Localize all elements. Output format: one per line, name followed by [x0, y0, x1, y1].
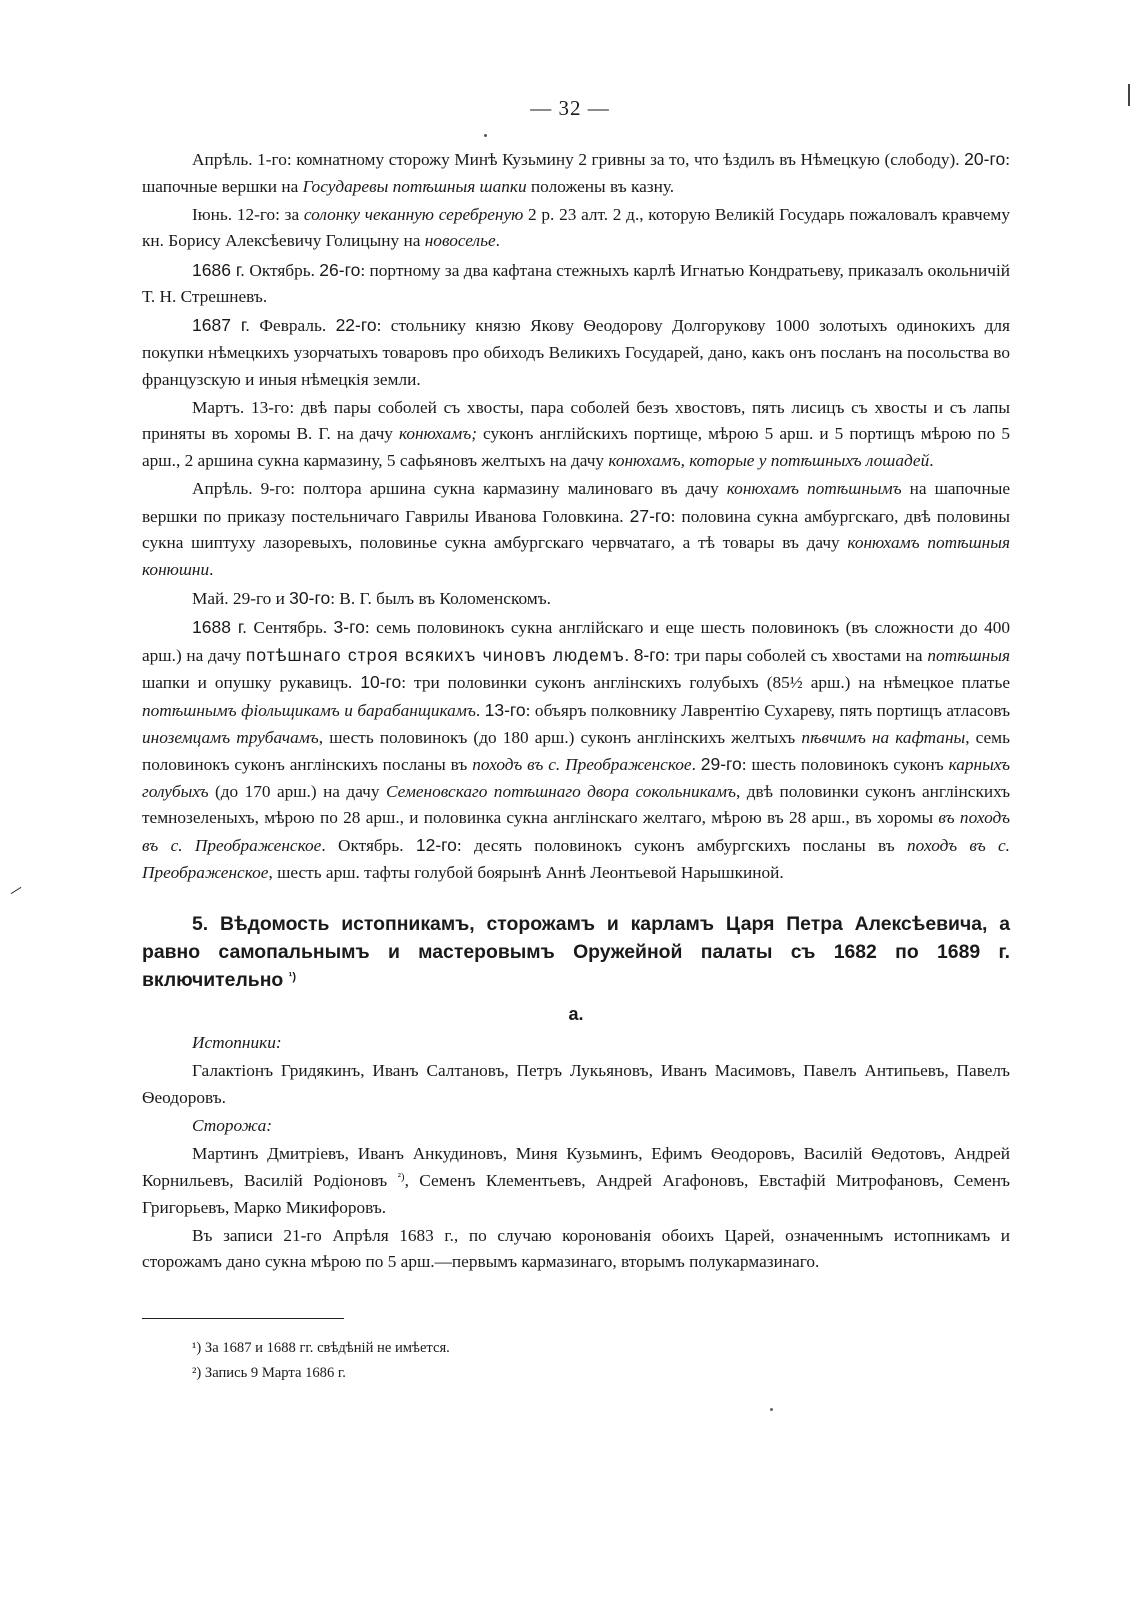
italic-run: походъ въ с. Преображенское — [472, 755, 692, 775]
text-run: : семь половинокъ сукна англійскаго и еще шесть половинокъ (въ сложности до 400 арш.) на дачу — [142, 618, 1010, 665]
entry-lead: Май. 29-го — [192, 589, 272, 609]
stokers-list: Галактіонъ Гридякинъ, Иванъ Салтановъ, Петръ Лукьяновъ, Иванъ Масимовъ, Павелъ Антипьевъ, Павелъ Ѳеодоровъ. — [142, 1061, 1010, 1107]
text-run: . — [929, 450, 934, 470]
text-run: шапки и опушку рукавицъ. — [142, 673, 361, 693]
text-run: : портному за два кафтана стежныхъ карлѣ Игнатью Кондратьеву, приказалъ окольничій Т. Н. Стрешневъ. — [142, 260, 1010, 307]
date-run: 22-го — [335, 315, 377, 336]
text-run: . — [475, 701, 485, 721]
italic-run: иноземцамъ трубачамъ — [142, 727, 319, 747]
text-run: . — [209, 559, 214, 579]
text-run: и — [271, 589, 290, 609]
text-run: . — [691, 755, 701, 775]
text-run: . — [495, 231, 500, 251]
text-run: 2 р. 23 алт. 2 д., которую Великій Государь пожаловалъ кравчему кн. Борису Алексѣевичу Голицыну на — [142, 204, 1010, 251]
italic-run: новоселье — [424, 231, 496, 251]
italic-run: Семеновскаго потѣшнаго двора сокольникамъ — [385, 781, 736, 801]
text-run: : шесть половинокъ суконъ — [741, 755, 949, 775]
paragraph — [142, 614, 1010, 886]
date-run: 30-го — [289, 588, 331, 609]
date-run: 10-го — [360, 672, 402, 693]
year-lead: 1686 г. — [192, 259, 245, 280]
footnote-ref[interactable]: ¹) — [288, 971, 296, 984]
date-run: 8-го — [633, 644, 665, 665]
closing-paragraph: Въ записи 21-го Апрѣля 1683 г., по случаю коронованія обоихъ Царей, означеннымъ истопникамъ и сторожамъ дано сукна мѣрою по 5 арш.—первымъ кармазинаго, вторымъ полукармазинаго. — [142, 1225, 1010, 1272]
margin-mark — [11, 887, 22, 894]
text-run: , шесть половинокъ (до 180 арш.) суконъ англінскихъ желтыхъ — [318, 727, 802, 747]
year-lead: 1688 г. — [192, 617, 248, 638]
text-run: : объяръ полковнику Лаврентію Сухареву, пять портищъ атласовъ — [525, 701, 1010, 721]
paragraph — [142, 585, 1010, 613]
italic-run: пѣвчимъ на кафтаны — [801, 727, 966, 747]
italic-run: походъ въ с. Преображенское — [142, 836, 1010, 882]
text-run: Октябрь. — [244, 260, 320, 280]
text-run: : стольнику князю Якову Ѳеодорову Долгорукову 1000 золотыхъ одинокихъ для покупки нѣмецкихъ узорчатыхъ товаровъ про обиходъ Великихъ Государей, дано, какъ онъ посланъ на посольства во французскую и иныя нѣмецкія земли. — [142, 316, 1010, 389]
footnote: ²) Запись 9 Марта 1686 г. — [192, 1365, 346, 1381]
footnote-ref[interactable]: ²) — [397, 1170, 405, 1183]
text-run: : двѣ пары соболей съ хвосты, пара соболей безъ хвостовъ, пять лисицъ съ хвосты и съ лапы приняты въ хоромы В. Г. на дачу — [142, 397, 1010, 444]
text-run: Февраль. — [249, 316, 336, 336]
footnote: ¹) За 1687 и 1688 гг. свѣдѣній не имѣется. — [192, 1340, 450, 1356]
date-run: 27-го — [629, 505, 671, 526]
footnote-divider — [142, 1318, 344, 1319]
paragraph — [142, 476, 1010, 583]
text-run: : за — [275, 204, 304, 224]
date-run: 13-го — [484, 700, 526, 721]
italic-run: конюхамъ, которые у потѣшныхъ лошадей — [608, 450, 930, 470]
text-run: . Октябрь. — [321, 836, 416, 855]
italic-run: потѣшныя — [927, 645, 1010, 665]
text-run: , семь половинокъ суконъ англінскихъ посланы въ — [142, 727, 1010, 775]
section-heading-text: 5. Вѣдомость истопникамъ, сторожамъ и карламъ Царя Петра Алексѣевича, а равно самопальнымъ и мастеровымъ Оружейной палаты съ 1682 по 1689 г. включительно — [142, 913, 1010, 992]
text-run: : три половинки суконъ англінскихъ голубыхъ (85½ арш.) на нѣмецкое платье — [401, 673, 1010, 693]
spaced-run: потѣшнаго строя всякихъ чиновъ людемъ — [245, 644, 625, 665]
paragraph — [142, 395, 1010, 475]
entry-lead: Іюнь. 12-го — [192, 204, 276, 224]
text-run: : три пары соболей съ хвостами на — [665, 645, 928, 665]
guards-label: Сторожа: — [192, 1116, 272, 1136]
date-run: 26-го — [319, 259, 361, 280]
text-run: , двѣ половинки суконъ англінскихъ темнозеленыхъ, мѣрою по 28 арш., и половинка сукна англінскаго желтаго, мѣрою въ 28 арш., въ хоромы — [142, 781, 1011, 828]
entry-lead: Апрѣль. 9-го — [192, 479, 291, 499]
year-lead: 1687 г. — [192, 315, 250, 336]
guards-list — [142, 1141, 1010, 1221]
text-run: суконъ англійскихъ портище, мѣрою 5 арш. и 5 портищъ мѣрою по 5 арш., 2 аршина сукна кармазину, 5 сафьяновъ желтыхъ на дачу — [142, 424, 1010, 470]
date-run: 20-го — [964, 149, 1006, 169]
paragraph — [142, 202, 1010, 255]
text-run: , Семенъ Клементьевъ, Андрей Агафоновъ, Евстафій Митрофановъ, Семенъ Григорьевъ, Марко Микифоровъ. — [142, 1170, 1010, 1217]
text-run: : комнатному сторожу Минѣ Кузьмину 2 гривны за то, что ѣздилъ въ Нѣмецкую (слободу). — [286, 150, 965, 169]
document-body — [142, 146, 1010, 1276]
ink-speck — [484, 134, 487, 137]
paragraph — [142, 257, 1010, 311]
text-run: : шапочные вершки на — [142, 150, 1010, 196]
text-run: (до 170 арш.) на дачу — [208, 781, 386, 801]
text-run: , шесть арш. тафты голубой боярынѣ Аннѣ Леонтьевой Нарышкиной. — [268, 862, 784, 882]
stokers-label: Истопники: — [192, 1033, 282, 1053]
text-run: : десять половинокъ суконъ амбургскихъ посланы въ — [456, 836, 908, 855]
italic-run: конюхамъ потѣшнымъ — [726, 479, 902, 499]
text-run: Сентябрь. — [247, 618, 334, 638]
italic-run: въ походъ въ с. Преображенское — [142, 808, 1010, 855]
section-heading — [142, 910, 1010, 994]
italic-run: конюхамъ потѣшныя конюшни — [142, 533, 1010, 579]
page-number: — 32 — — [530, 96, 610, 120]
footnotes — [192, 1336, 450, 1386]
italic-run: потѣшнымъ фіольщикамъ и барабанщикамъ — [142, 701, 476, 721]
date-run: 12-го — [415, 835, 457, 855]
paragraph — [142, 146, 1010, 200]
text-run: : В. Г. былъ въ Коломенскомъ. — [330, 589, 551, 609]
text-run: на шапочные вершки по приказу постельничаго Гаврилы Иванова Головкина. — [142, 479, 1010, 526]
text-run: положены въ казну. — [526, 176, 675, 196]
text-run: . — [624, 645, 634, 665]
date-run: 29-го — [700, 754, 742, 775]
subsection-label: а. — [568, 1004, 584, 1025]
italic-run: Государевы потѣшныя шапки — [302, 176, 527, 196]
italic-run: карныхъ голубыхъ — [142, 755, 1010, 801]
date-run: 3-го — [333, 617, 365, 638]
italic-run: солонку чеканную серебреную — [303, 204, 524, 224]
text-run: : полтора аршина сукна кармазину малиноваго въ дачу — [290, 479, 727, 499]
entry-lead: Мартъ. 13-го — [192, 397, 290, 417]
text-run: Мартинъ Дмитріевъ, Иванъ Анкудиновъ, Миня Кузьминъ, Ефимъ Ѳеодоровъ, Василій Ѳедотовъ, Андрей Корнильевъ, Василій Родіоновъ — [142, 1144, 1010, 1190]
ink-speck — [770, 1408, 773, 1411]
italic-run: конюхамъ; — [398, 424, 477, 444]
entry-lead: Апрѣль. 1-го — [192, 150, 287, 169]
paragraph — [142, 312, 1010, 393]
text-run: : половина сукна амбургскаго, двѣ половины сукна шиптуху лазоревыхъ, половинье сукна амбургскаго червчатаго, а тѣ товары въ дачу — [142, 506, 1010, 553]
